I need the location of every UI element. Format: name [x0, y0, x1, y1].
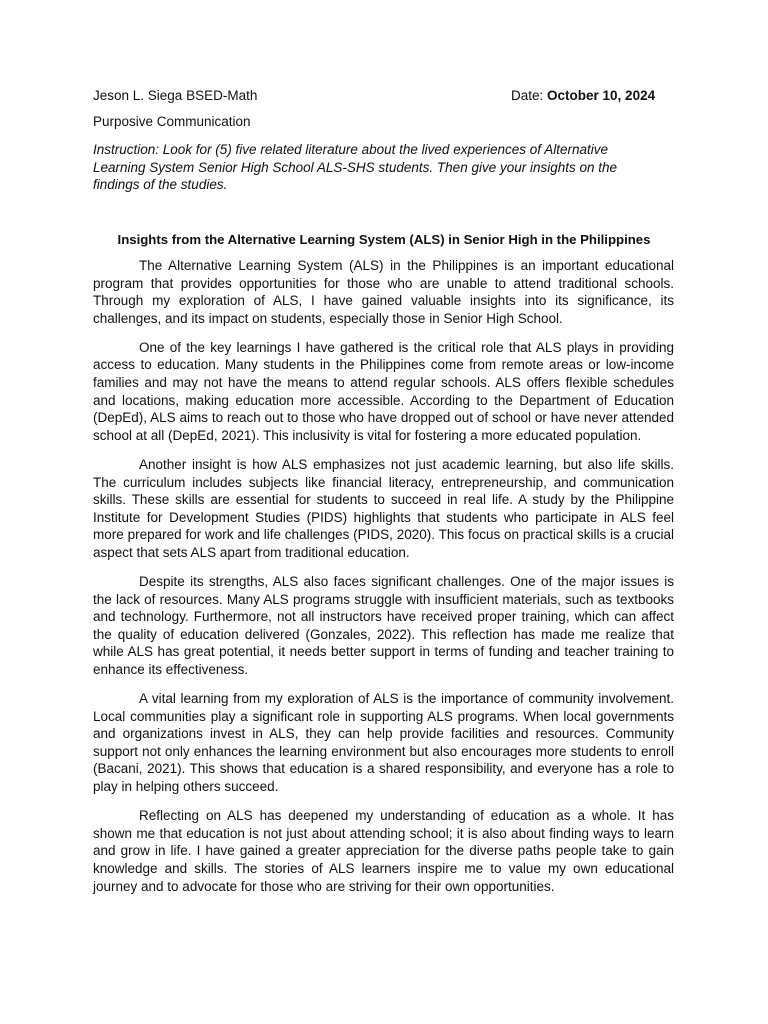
- paragraph: Despite its strengths, ALS also faces significant challenges. One of the major issues is the lack of resources. Many ALS programs struggle with insufficient materials, such as textbooks and technology. Furthermore, not all instructors have received proper training, which can affect the quality of education delivered (Gonzales, 2022). This reflection has made me realize that while ALS has great potential, it needs better support in terms of funding and teacher training to enhance its effectiveness.: [93, 574, 674, 677]
- paragraph: Reflecting on ALS has deepened my understanding of education as a whole. It has shown me that education is not just about attending school; it is also about finding ways to learn and grow in life. I have gained a greater appreciation for the diverse paths people take to gain knowledge and skills. The stories of ALS learners inspire me to value my own educational journey and to advocate for those who are striving for their own opportunities.: [93, 808, 674, 894]
- paragraph: Another insight is how ALS emphasizes not just academic learning, but also life skills. The curriculum includes subjects like financial literacy, entrepreneurship, and communication skills. These skills are essential for students to succeed in real life. A study by the Philippine Institute for Development Studies (PIDS) highlights that students who participate in ALS feel more prepared for work and life challenges (PIDS, 2020). This focus on practical skills is a crucial aspect that sets ALS apart from traditional education.: [93, 456, 674, 560]
- date-value: October 10, 2024: [547, 88, 656, 103]
- author-name: Jeson L. Siega BSED-Math: [93, 88, 258, 103]
- instruction-text: Instruction: Look for (5) five related literature about the lived experiences of Alternative Learning System Senior High School ALS-SHS students. Then give your insights on the findings of the studies.: [93, 142, 618, 192]
- paragraph: A vital learning from my exploration of ALS is the importance of community involvement. Local communities play a significant role in supporting ALS programs. When local governments and organizations invest in ALS, they can help provide facilities and resources. Community support not only enhances the learning environment but also encourages more students to enroll (Bacani, 2021). This shows that education is a shared responsibility, and everyone has a role to play in helping others succeed.: [93, 691, 674, 795]
- essay-title: Insights from the Alternative Learning System (ALS) in Senior High in the Philippines: [117, 232, 651, 247]
- essay-body: [93, 257, 674, 907]
- paragraph: One of the key learnings I have gathered is the critical role that ALS plays in providing access to education. Many students in the Philippines come from remote areas or low-income families and may not have the means to attend regular schools. ALS offers flexible schedules and locations, making education more accessible. According to the Department of Education (DepEd), ALS aims to reach out to those who have dropped out of school or have never attended school at all (DepEd, 2021). This inclusivity is vital for fostering a more educated population.: [93, 339, 674, 443]
- course-name: Purposive Communication: [93, 114, 251, 129]
- date-line: [511, 87, 655, 105]
- date-label: Date:: [511, 88, 548, 103]
- paragraph: The Alternative Learning System (ALS) in the Philippines is an important educational program that provides opportunities for those who are unable to attend traditional schools. Through my exploration of ALS, I have gained valuable insights into its significance, its challenges, and its impact on students, especially those in Senior High School.: [93, 258, 674, 326]
